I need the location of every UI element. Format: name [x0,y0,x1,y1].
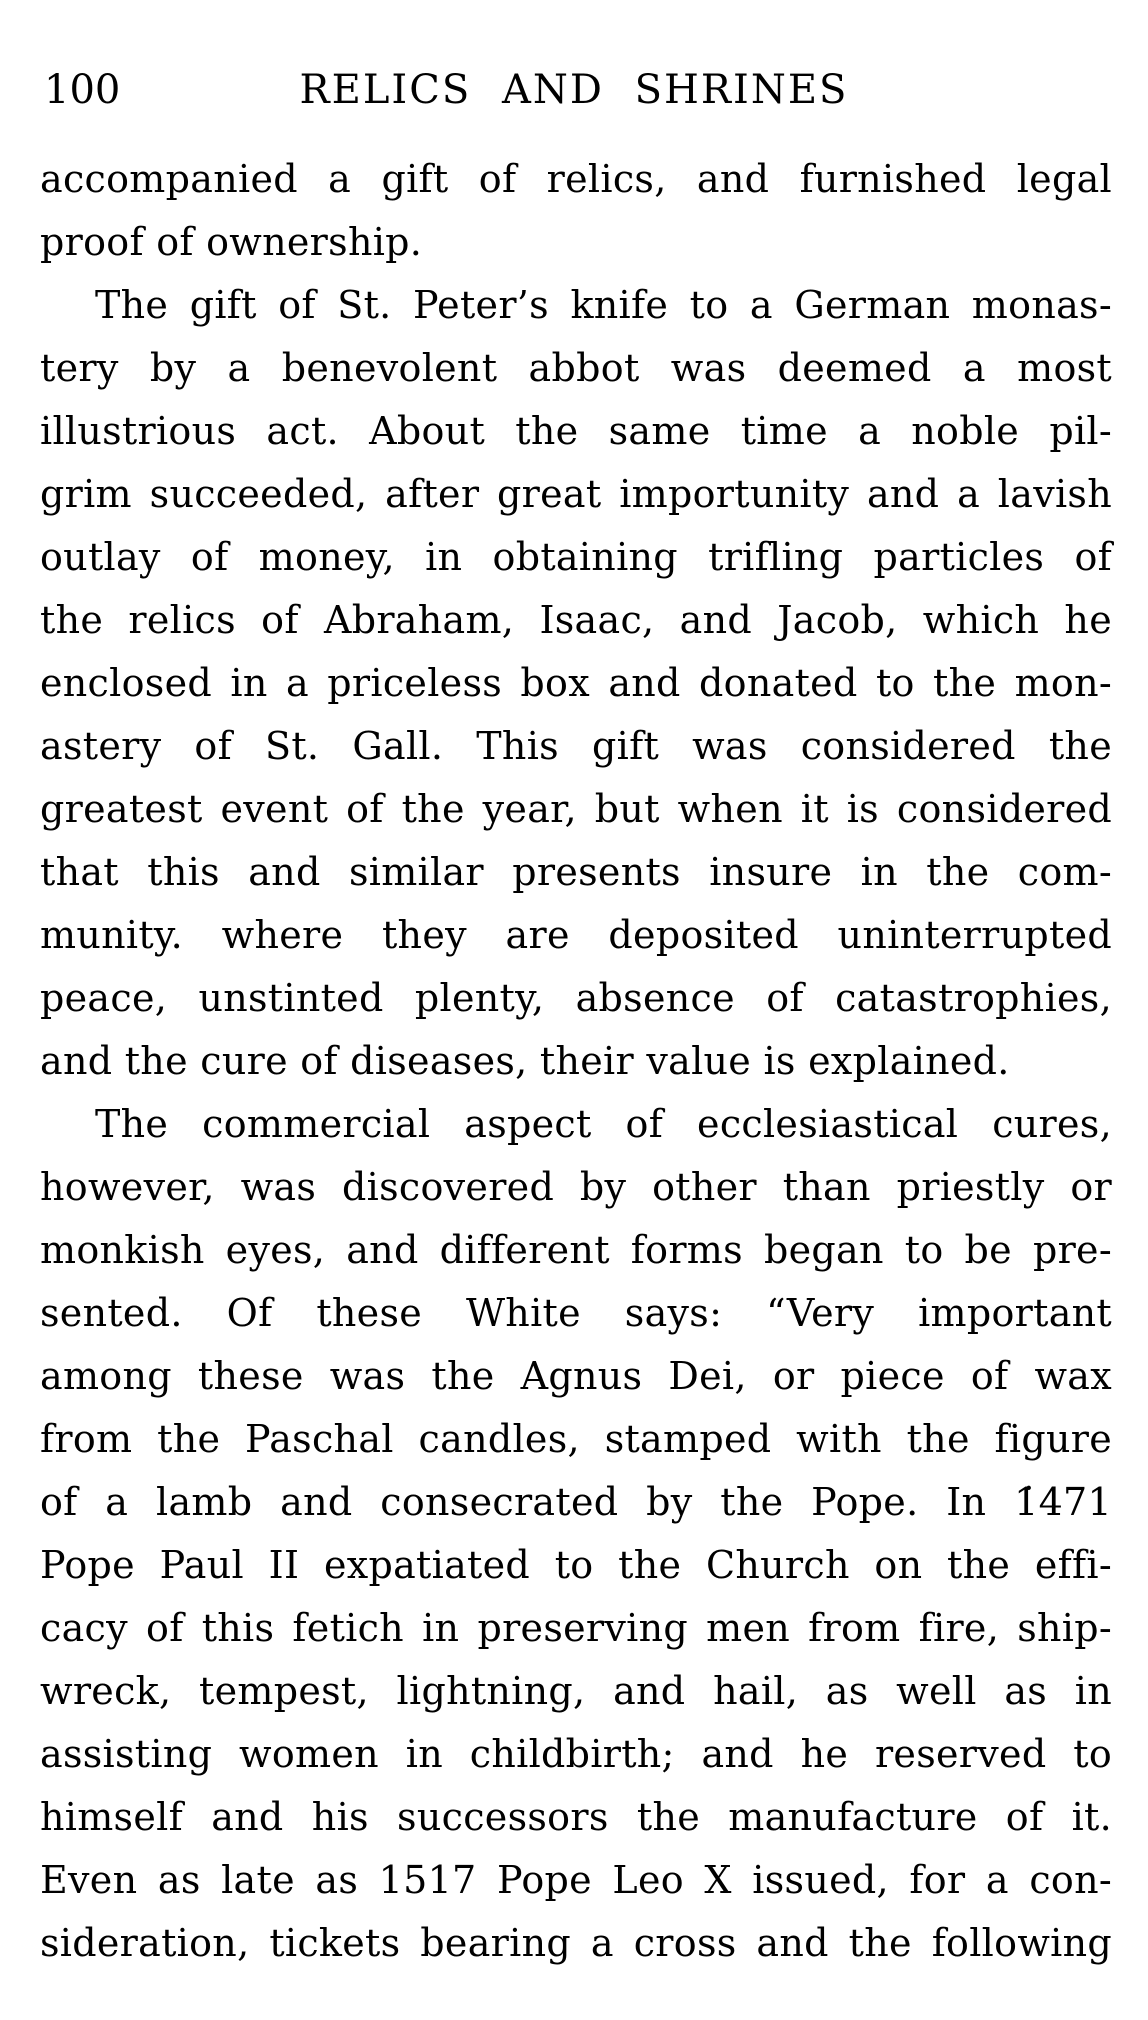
body-text [40,148,1112,1975]
page-header [0,64,1148,116]
text-line: that this and similar presents insure in the com- [40,850,1112,894]
text-line: sented. Of these White says: “Very important [40,1291,1112,1335]
text-line: accompanied a gift of relics, and furnished legal [40,157,1112,201]
page-number: 100 [44,67,121,113]
text-line: from the Paschal candles, stamped with the figure [40,1417,1112,1461]
text-line: munity. where they are deposited uninterrupted [40,913,1112,957]
text-line: illustrious act. About the same time a noble pil- [40,409,1112,453]
text-line: among these was the Agnus Dei, or piece of wax [40,1354,1112,1398]
text-line: of a lamb and consecrated by the Pope. In 1̇471 [40,1480,1112,1524]
text-line: however, was discovered by other than priestly or [40,1165,1112,1209]
text-line: tery by a benevolent abbot was deemed a most [40,346,1112,390]
running-title: RELICS AND SHRINES [299,67,849,113]
text-line: enclosed in a priceless box and donated to the mon- [40,661,1112,705]
text-line: grim succeeded, after great importunity and a lavish [40,472,1112,516]
text-line: cacy of this fetich in preserving men from fire, ship- [40,1606,1112,1650]
text-line: proof of ownership. [40,220,423,264]
text-line: the relics of Abraham, Isaac, and Jacob, which he [40,598,1112,642]
text-line: astery of St. Gall. This gift was considered the [40,724,1112,768]
text-line: sideration, tickets bearing a cross and the following [40,1921,1112,1965]
text-line: outlay of money, in obtaining trifling particles of [40,535,1112,579]
text-line: and the cure of diseases, their value is explained. [40,1039,1010,1083]
text-line: wreck, tempest, lightning, and hail, as well as in [40,1669,1112,1713]
text-line: Even as late as 1517 Pope Leo X issued, for a con- [40,1858,1112,1902]
text-line: Pope Paul II expatiated to the Church on the effi- [40,1543,1112,1587]
text-line: monkish eyes, and different forms began to be pre- [40,1228,1112,1272]
text-line: peace, unstinted plenty, absence of catastrophies, [40,976,1112,1020]
text-line: The gift of St. Peter’s knife to a German monas- [95,283,1112,327]
text-line: himself and his successors the manufacture of it. [40,1795,1112,1839]
text-line: assisting women in childbirth; and he reserved to [40,1732,1112,1776]
text-line: greatest event of the year, but when it is considered [40,787,1112,831]
text-line: The commercial aspect of ecclesiastical cures, [95,1102,1112,1146]
